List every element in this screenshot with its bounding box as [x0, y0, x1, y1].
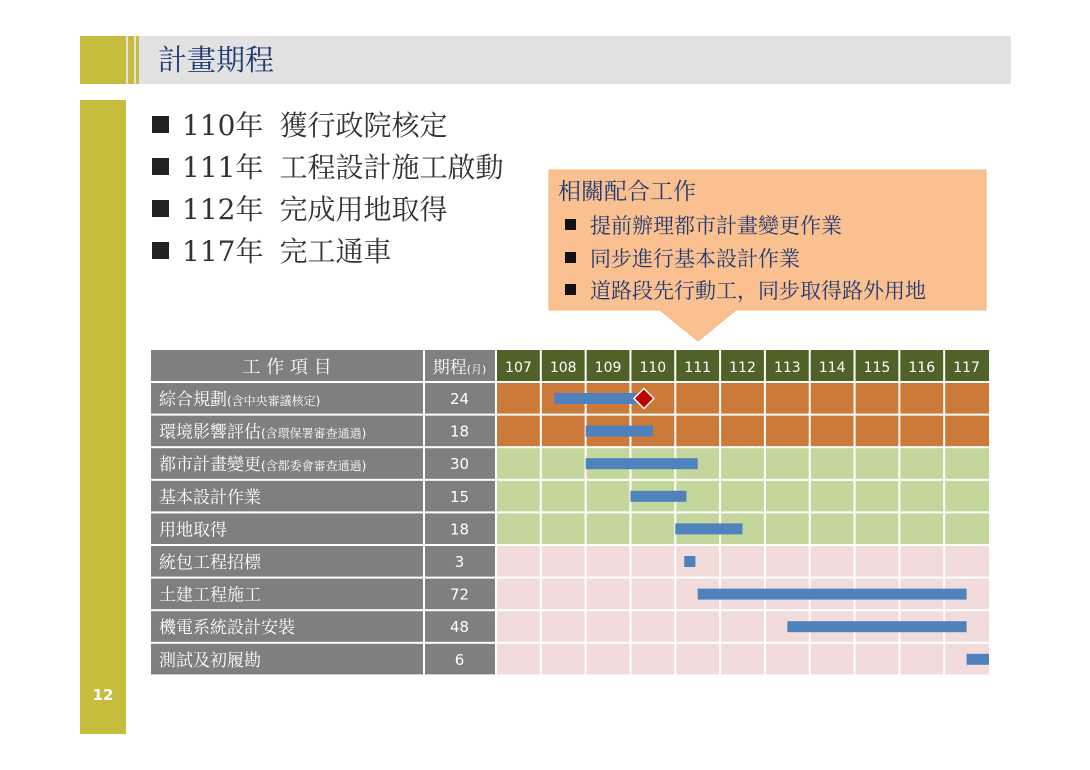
task-timeline-cell — [496, 447, 989, 480]
task-bar — [967, 654, 989, 665]
year-grid-line — [764, 382, 766, 675]
milestone-text: 獲行政院核定 — [279, 109, 448, 142]
task-note: (含環保署審查通過) — [261, 426, 367, 441]
year-label: 110 — [639, 360, 667, 376]
year-divider — [629, 350, 631, 382]
task-name: 用地取得 — [159, 520, 227, 541]
callout-item — [565, 211, 842, 241]
task-name: 環境影響評估(含環保署審查通過) — [159, 422, 367, 443]
task-timeline-cell — [496, 415, 989, 448]
milestone-text: 完成用地取得 — [279, 193, 448, 226]
milestone-year: 117年 — [182, 235, 264, 268]
milestone-year: 112年 — [182, 193, 264, 226]
task-duration: 3 — [454, 553, 465, 571]
row-divider — [151, 511, 989, 513]
bullet-square-icon — [565, 284, 576, 295]
year-label: 107 — [505, 360, 532, 376]
milestone-year: 111年 — [182, 151, 264, 184]
year-divider — [854, 350, 856, 382]
task-name: 統包工程招標 — [159, 553, 261, 573]
year-label: 116 — [908, 360, 936, 376]
milestone-year: 110年 — [182, 109, 264, 142]
task-bar — [698, 589, 967, 600]
task-name: 測試及初履勘 — [159, 650, 261, 671]
callout-item — [565, 244, 800, 274]
task-bar — [586, 458, 698, 469]
year-divider — [898, 350, 900, 382]
callout-item-text: 提前辦理都市計畫變更作業 — [590, 214, 842, 238]
task-duration: 24 — [449, 390, 470, 408]
year-label: 113 — [773, 360, 801, 376]
year-label: 111 — [684, 360, 712, 376]
task-timeline-cell — [496, 480, 989, 513]
task-bar — [787, 621, 966, 632]
task-bar — [630, 491, 686, 502]
task-bar — [675, 523, 742, 534]
task-name: 基本設計作業 — [159, 487, 261, 508]
duration-col-header: 期程(月) — [432, 358, 487, 378]
row-divider — [151, 577, 989, 579]
year-grid-line — [540, 382, 542, 675]
task-bar — [684, 556, 695, 567]
task-duration: 18 — [449, 520, 470, 539]
duration-unit: (月) — [466, 363, 487, 376]
row-divider — [151, 414, 989, 416]
task-note: (含中央審議核定) — [227, 394, 321, 408]
year-divider — [540, 350, 542, 382]
milestone-text: 工程設計施工啟動 — [279, 151, 504, 184]
year-label: 115 — [863, 360, 891, 376]
milestone-text: 完工通車 — [279, 235, 392, 268]
task-duration: 72 — [449, 585, 470, 604]
year-label: 114 — [818, 360, 846, 376]
task-duration: 30 — [449, 455, 470, 474]
task-note: (含都委會審查通過) — [261, 459, 367, 474]
year-divider — [764, 350, 766, 382]
task-name: 土建工程施工 — [159, 585, 261, 606]
page-number: 12 — [92, 686, 114, 704]
row-divider — [151, 381, 989, 383]
row-divider — [151, 609, 989, 611]
bullet-square-icon — [565, 252, 576, 263]
callout-item-text: 同步進行基本設計作業 — [590, 247, 800, 271]
task-name: 機電系統設計安裝 — [159, 618, 295, 639]
row-divider — [151, 479, 989, 481]
task-duration: 15 — [449, 487, 470, 506]
row-divider — [151, 446, 989, 448]
task-duration: 6 — [454, 650, 465, 669]
col-divider — [495, 382, 497, 675]
task-col-header: 工 作 項 目 — [242, 357, 332, 378]
year-label: 109 — [594, 360, 622, 376]
callout-title: 相關配合工作 — [558, 179, 696, 205]
task-timeline-cell — [496, 643, 989, 676]
year-label: 117 — [953, 360, 980, 376]
row-divider — [151, 674, 989, 676]
task-timeline-cell — [496, 545, 989, 578]
callout-item-text: 道路段先行動工，同步取得路外用地 — [590, 279, 926, 303]
row-divider — [151, 544, 989, 546]
task-duration: 48 — [449, 618, 470, 637]
header-divider — [495, 350, 497, 382]
task-name: 綜合規劃(含中央審議核定) — [159, 390, 321, 410]
row-divider — [151, 642, 989, 644]
task-duration: 18 — [449, 422, 470, 441]
year-divider — [809, 350, 811, 382]
col-divider — [423, 382, 425, 675]
year-label: 108 — [549, 360, 577, 376]
bullet-square-icon — [565, 219, 576, 230]
year-divider — [943, 350, 945, 382]
task-bar — [586, 426, 653, 437]
page-title: 計畫期程 — [158, 43, 275, 77]
task-name: 都市計畫變更(含都委會審查通過) — [159, 455, 367, 476]
task-bar — [554, 393, 644, 404]
header-divider — [423, 350, 425, 382]
year-divider — [719, 350, 721, 382]
year-divider — [585, 350, 587, 382]
year-divider — [674, 350, 676, 382]
year-label: 112 — [729, 360, 756, 376]
callout-item — [565, 276, 926, 306]
